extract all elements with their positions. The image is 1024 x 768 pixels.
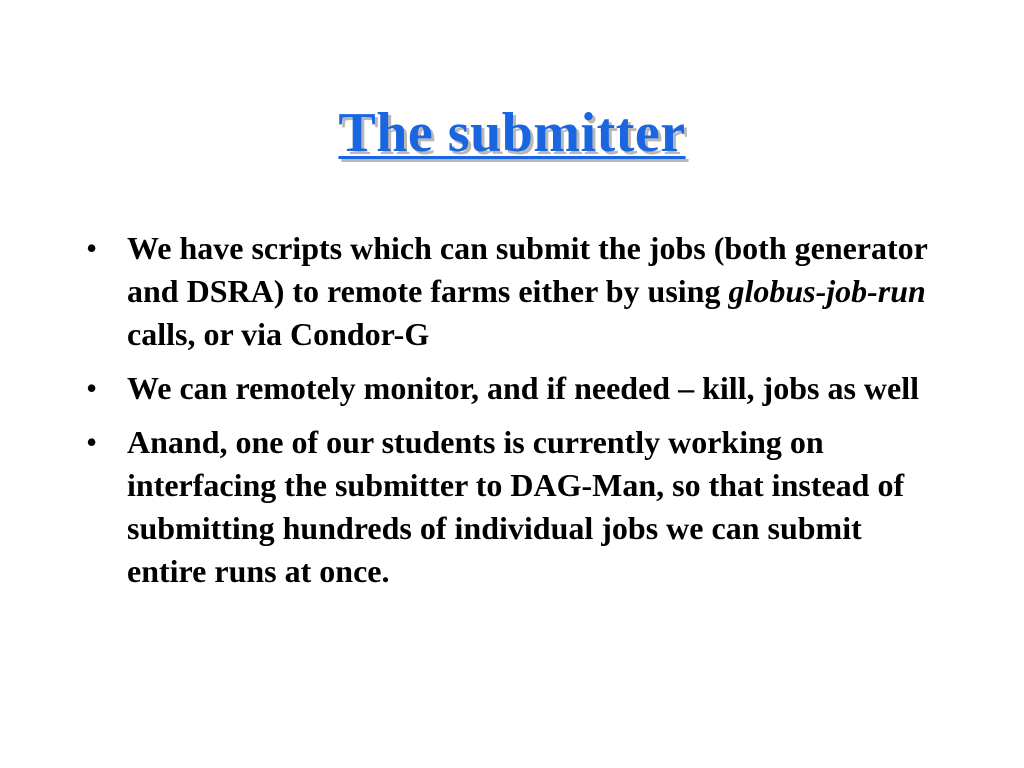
bullet-text-part: We have scripts which can submit the jobs (both generator and DSRA) to remote farms either by using — [127, 230, 928, 309]
bullet-text: Anand, one of our students is currently working on interfacing the submitter to DAG-Man, so that instead of submitting hundreds of individual jobs we can submit entire runs at once. — [127, 424, 905, 589]
bullet-list — [86, 227, 946, 604]
bullet-item-1 — [86, 227, 946, 356]
slide-title: The submitter — [338, 102, 686, 164]
bullet-text — [127, 230, 927, 352]
bullet-text: We can remotely monitor, and if needed – kill, jobs as well — [127, 370, 919, 406]
command-name: globus-job-run — [728, 273, 926, 309]
bullet-icon: • — [86, 424, 98, 460]
bullet-text-part: calls, or via Condor-G — [127, 316, 430, 352]
bullet-icon: • — [86, 230, 98, 266]
bullet-item-2 — [86, 367, 946, 410]
bullet-item-3 — [86, 421, 946, 593]
bullet-icon: • — [86, 370, 98, 406]
